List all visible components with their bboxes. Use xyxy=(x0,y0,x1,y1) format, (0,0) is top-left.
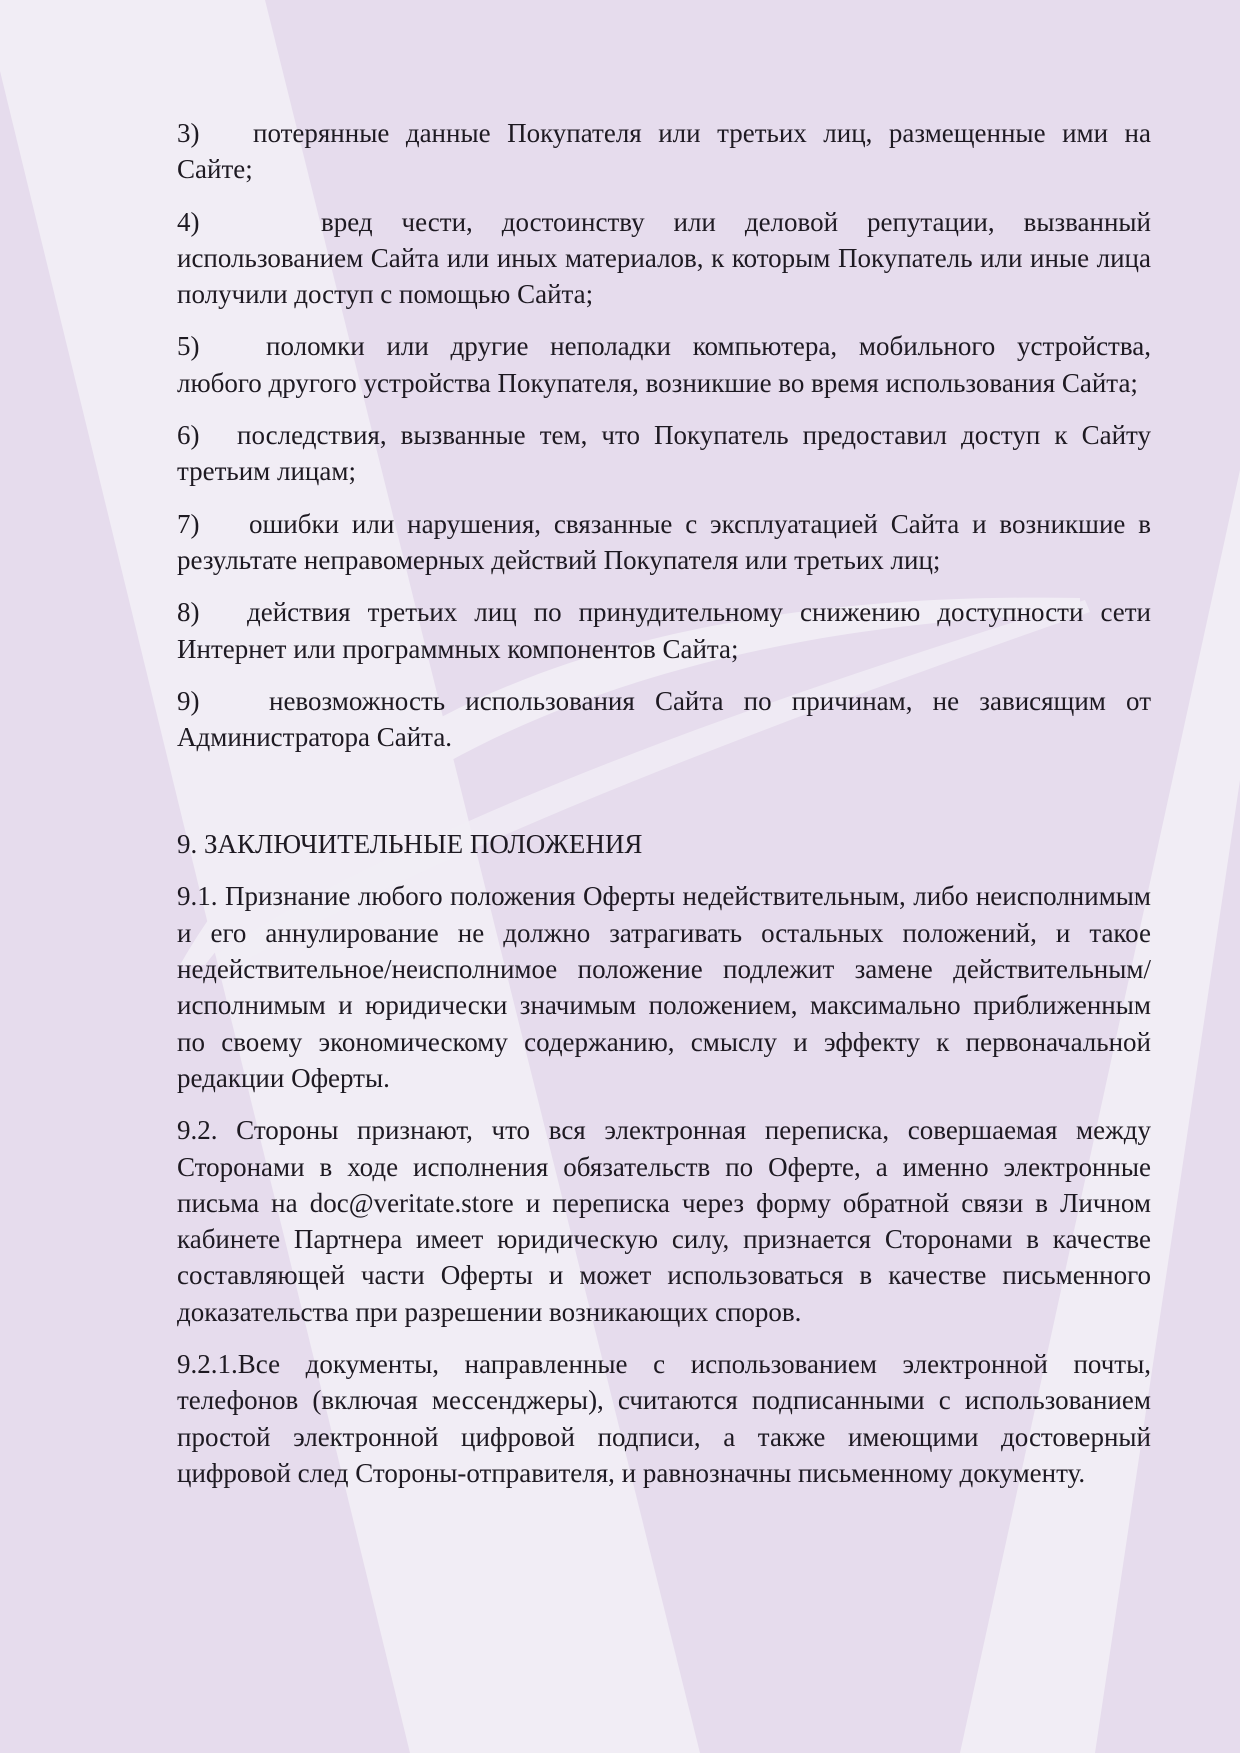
list-item-number: 4) xyxy=(177,206,200,237)
list-item-number: 7) xyxy=(177,508,200,539)
list-item-number: 8) xyxy=(177,597,200,628)
list-item-number: 9) xyxy=(177,685,200,716)
list-item-text: действия третьих лиц по принудительному снижению доступности сети Интернет или программных компонентов Сайта; xyxy=(177,597,1151,664)
list-item xyxy=(177,506,1151,579)
section-heading: 9. ЗАКЛЮЧИТЕЛЬНЫЕ ПОЛОЖЕНИЯ xyxy=(177,829,643,860)
list-item-text: вред чести, достоинству или деловой репутации, вызванный использованием Сайта или иных материалов, к которым Покупатель или иные лица получили доступ с помощью Сайта; xyxy=(177,206,1151,310)
document-body xyxy=(177,115,1151,1507)
paragraph-9-1: 9.1. Признание любого положения Оферты недействительным, либо неисполнимым и его аннулирование не должно затрагивать остальных положений, и такое недействительное/неисполнимое положение подлежит замене действительным/исполнимым и юридически значимым положением, максимально приближенным по своему экономическому содержанию, смыслу и эффекту к первоначальной редакции Оферты. xyxy=(177,881,1151,1093)
list-item-text: потерянные данные Покупателя или третьих лиц, размещенные ими на Сайте; xyxy=(177,118,1151,185)
list-item-text: поломки или другие неполадки компьютера, мобильного устройства, любого другого устройства Покупателя, возникшие во время использования Сайта; xyxy=(177,331,1151,398)
list-item-number: 3) xyxy=(177,118,200,148)
paragraph-9-2: 9.2. Стороны признают, что вся электронная переписка, совершаемая между Сторонами в ходе исполнения обязательств по Оферте, а именно электронные письма на doc@veritate.store и переписка через форму обратной связи в Личном кабинете Партнера имеет юридическую силу, признается Сторонами в качестве составляющей части Оферты и может использоваться в качестве письменного доказательства при разрешении возникающих споров. xyxy=(177,1115,1151,1327)
list-item-text: последствия, вызванные тем, что Покупатель предоставил доступ к Сайту третьим лицам; xyxy=(177,420,1151,487)
list-item xyxy=(177,594,1151,667)
paragraph-9-2-1: 9.2.1.Все документы, направленные с использованием электронной почты, телефонов (включая мессенджеры), считаются подписанными с использованием простой электронной цифровой подписи, а также имеющими достоверный цифровой след Стороны-отправителя, и равнозначны письменному документу. xyxy=(177,1349,1151,1488)
list-item-text: невозможность использования Сайта по причинам, не зависящим от Администратора Сайта. xyxy=(177,685,1151,753)
list-item-text: ошибки или нарушения, связанные с эксплуатацией Сайта и возникшие в результате неправомерных действий Покупателя или третьих лиц; xyxy=(177,508,1151,575)
list-item-number: 6) xyxy=(177,420,200,451)
list-item xyxy=(177,417,1151,490)
list-item xyxy=(177,683,1151,756)
list-item xyxy=(177,204,1151,313)
list-item-number: 5) xyxy=(177,331,200,362)
list-item xyxy=(177,115,1151,188)
list-item xyxy=(177,328,1151,401)
